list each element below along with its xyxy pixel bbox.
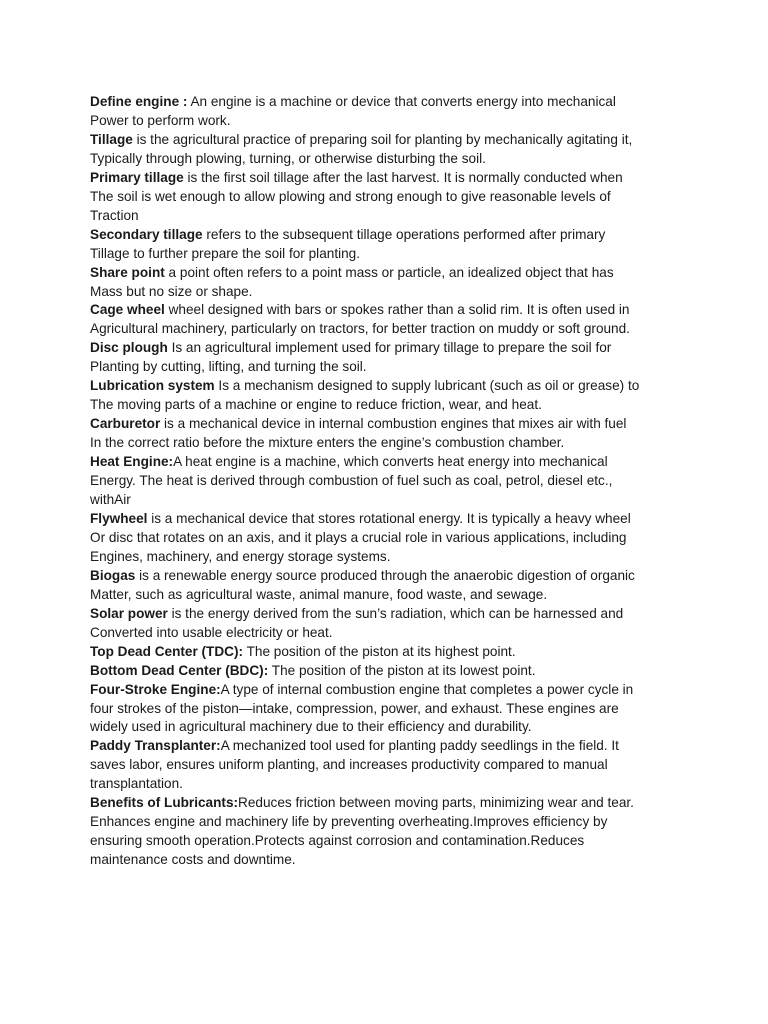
definition-line [90, 775, 690, 794]
definition-text: refers to the subsequent tillage operations performed after primary [202, 226, 606, 242]
definition-text: a point often refers to a point mass or particle, an idealized object that has [164, 264, 614, 280]
definition-entry [90, 567, 690, 605]
definition-line [90, 358, 690, 377]
definition-text: Engines, machinery, and energy storage systems. [90, 548, 391, 564]
definition-line [90, 548, 690, 567]
definition-line [90, 301, 690, 320]
definition-text: A heat engine is a machine, which converts heat energy into mechanical [173, 454, 608, 470]
definition-line [90, 700, 690, 719]
definition-text: Reduces friction between moving parts, minimizing wear and tear. [238, 795, 634, 811]
definition-term: Benefits of Lubricants: [90, 795, 239, 811]
definition-line [90, 756, 690, 775]
definition-line [90, 188, 690, 207]
definition-text: The position of the piston at its highest point. [243, 643, 516, 659]
definition-text: maintenance costs and downtime. [90, 852, 296, 868]
definition-line [90, 283, 690, 302]
definition-entry [90, 662, 690, 681]
definition-line [90, 434, 690, 453]
definition-entry [90, 131, 690, 169]
definition-term: Paddy Transplanter: [90, 738, 221, 754]
definition-text: Typically through plowing, turning, or otherwise disturbing the soil. [90, 150, 486, 166]
definition-line [90, 624, 690, 643]
definition-text: Enhances engine and machinery life by preventing overheating.Improves efficiency by [90, 814, 608, 830]
definition-line [90, 718, 690, 737]
definition-text: The position of the piston at its lowest point. [268, 662, 536, 678]
definition-text: is a mechanical device that stores rotational energy. It is typically a heavy wheel [147, 510, 631, 526]
definition-text: Tillage to further prepare the soil for planting. [90, 245, 361, 261]
definition-text: Is a mechanism designed to supply lubricant (such as oil or grease) to [214, 378, 640, 394]
definition-term: Cage wheel [90, 302, 165, 318]
definition-line [90, 245, 690, 264]
definition-term: Solar power [90, 605, 168, 621]
definition-text: withAir [90, 492, 131, 508]
definition-line [90, 794, 690, 813]
definition-line [90, 320, 690, 339]
definition-term: Disc plough [90, 340, 168, 356]
definition-term: Heat Engine: [90, 454, 174, 470]
definition-text: A mechanized tool used for planting paddy seedlings in the field. It [220, 738, 619, 754]
definition-text: wheel designed with bars or spokes rather than a solid rim. It is often used in [164, 302, 630, 318]
definition-entry [90, 301, 690, 339]
definition-term: Four-Stroke Engine: [90, 681, 221, 697]
definition-term: Biogas [90, 567, 136, 583]
definition-term: Secondary tillage [90, 226, 203, 242]
definition-line [90, 150, 690, 169]
definition-entry [90, 415, 690, 453]
definition-line [90, 510, 690, 529]
definition-text: Is an agricultural implement used for primary tillage to prepare the soil for [167, 340, 612, 356]
definition-line [90, 472, 690, 491]
definitions-list [90, 93, 690, 870]
definition-line [90, 529, 690, 548]
definition-entry [90, 377, 690, 415]
definition-text: Mass but no size or shape. [90, 283, 253, 299]
definition-line [90, 813, 690, 832]
definition-text: Or disc that rotates on an axis, and it plays a crucial role in various applications, including [90, 529, 627, 545]
definition-text: The moving parts of a machine or engine to reduce friction, wear, and heat. [90, 397, 542, 413]
definition-term: Tillage [90, 131, 133, 147]
definition-line [90, 226, 690, 245]
definition-term: Primary tillage [90, 169, 184, 185]
definition-line [90, 851, 690, 870]
definition-text: Matter, such as agricultural waste, animal manure, food waste, and sewage. [90, 586, 548, 602]
definition-line [90, 491, 690, 510]
definition-term: Define engine : [90, 94, 188, 109]
definition-entry [90, 93, 690, 131]
definition-entry [90, 453, 690, 510]
definition-text: is the first soil tillage after the last harvest. It is normally conducted when [183, 169, 623, 185]
definition-entry [90, 794, 690, 870]
definition-text: is the energy derived from the sun’s radiation, which can be harnessed and [167, 605, 624, 621]
definition-line [90, 737, 690, 756]
definition-entry [90, 264, 690, 302]
definition-entry [90, 339, 690, 377]
definition-text: is a renewable energy source produced through the anaerobic digestion of organic [135, 567, 635, 583]
definition-line [90, 586, 690, 605]
definition-text: four strokes of the piston—intake, compression, power, and exhaust. These engines are [90, 700, 619, 716]
definition-line [90, 377, 690, 396]
definition-line [90, 605, 690, 624]
definition-line [90, 662, 690, 681]
definition-text: A type of internal combustion engine that completes a power cycle in [220, 681, 634, 697]
definition-term: Lubrication system [90, 378, 215, 394]
definition-text: Converted into usable electricity or heat. [90, 624, 333, 640]
definition-entry [90, 681, 690, 738]
definition-text: transplantation. [90, 776, 183, 792]
definition-entry [90, 510, 690, 567]
definition-text: Agricultural machinery, particularly on tractors, for better traction on muddy or soft ground. [90, 321, 630, 337]
definition-entry [90, 737, 690, 794]
definition-line [90, 264, 690, 283]
definition-text: Power to perform work. [90, 112, 231, 128]
definition-line [90, 93, 690, 112]
definition-entry [90, 226, 690, 264]
definition-text: In the correct ratio before the mixture enters the engine’s combustion chamber. [90, 435, 565, 451]
definition-line [90, 453, 690, 472]
definition-term: Bottom Dead Center (BDC): [90, 662, 269, 678]
definition-line [90, 643, 690, 662]
definition-entry [90, 605, 690, 643]
definition-term: Share point [90, 264, 165, 280]
definition-line [90, 567, 690, 586]
definition-term: Flywheel [90, 510, 148, 526]
definition-term: Carburetor [90, 416, 161, 432]
definition-line [90, 207, 690, 226]
definition-text: Planting by cutting, lifting, and turning the soil. [90, 359, 367, 375]
definition-line [90, 112, 690, 131]
definition-term: Top Dead Center (TDC): [90, 643, 244, 659]
definition-text: widely used in agricultural machinery due to their efficiency and durability. [90, 719, 532, 735]
definition-line [90, 415, 690, 434]
definition-text: An engine is a machine or device that converts energy into mechanical [187, 94, 616, 109]
definition-text: The soil is wet enough to allow plowing and strong enough to give reasonable levels of [90, 188, 611, 204]
definition-line [90, 339, 690, 358]
definition-text: Traction [90, 207, 139, 223]
definition-text: Energy. The heat is derived through combustion of fuel such as coal, petrol, diesel etc., [90, 473, 613, 489]
definition-entry [90, 643, 690, 662]
definition-text: is the agricultural practice of preparing soil for planting by mechanically agitating it, [132, 131, 633, 147]
definition-line [90, 681, 690, 700]
definition-text: is a mechanical device in internal combustion engines that mixes air with fuel [160, 416, 627, 432]
definition-line [90, 131, 690, 150]
definition-line [90, 396, 690, 415]
definition-line [90, 169, 690, 188]
definition-text: ensuring smooth operation.Protects against corrosion and contamination.Reduces [90, 833, 585, 849]
definition-entry [90, 169, 690, 226]
definition-text: saves labor, ensures uniform planting, and increases productivity compared to manual [90, 757, 608, 773]
definition-line [90, 832, 690, 851]
